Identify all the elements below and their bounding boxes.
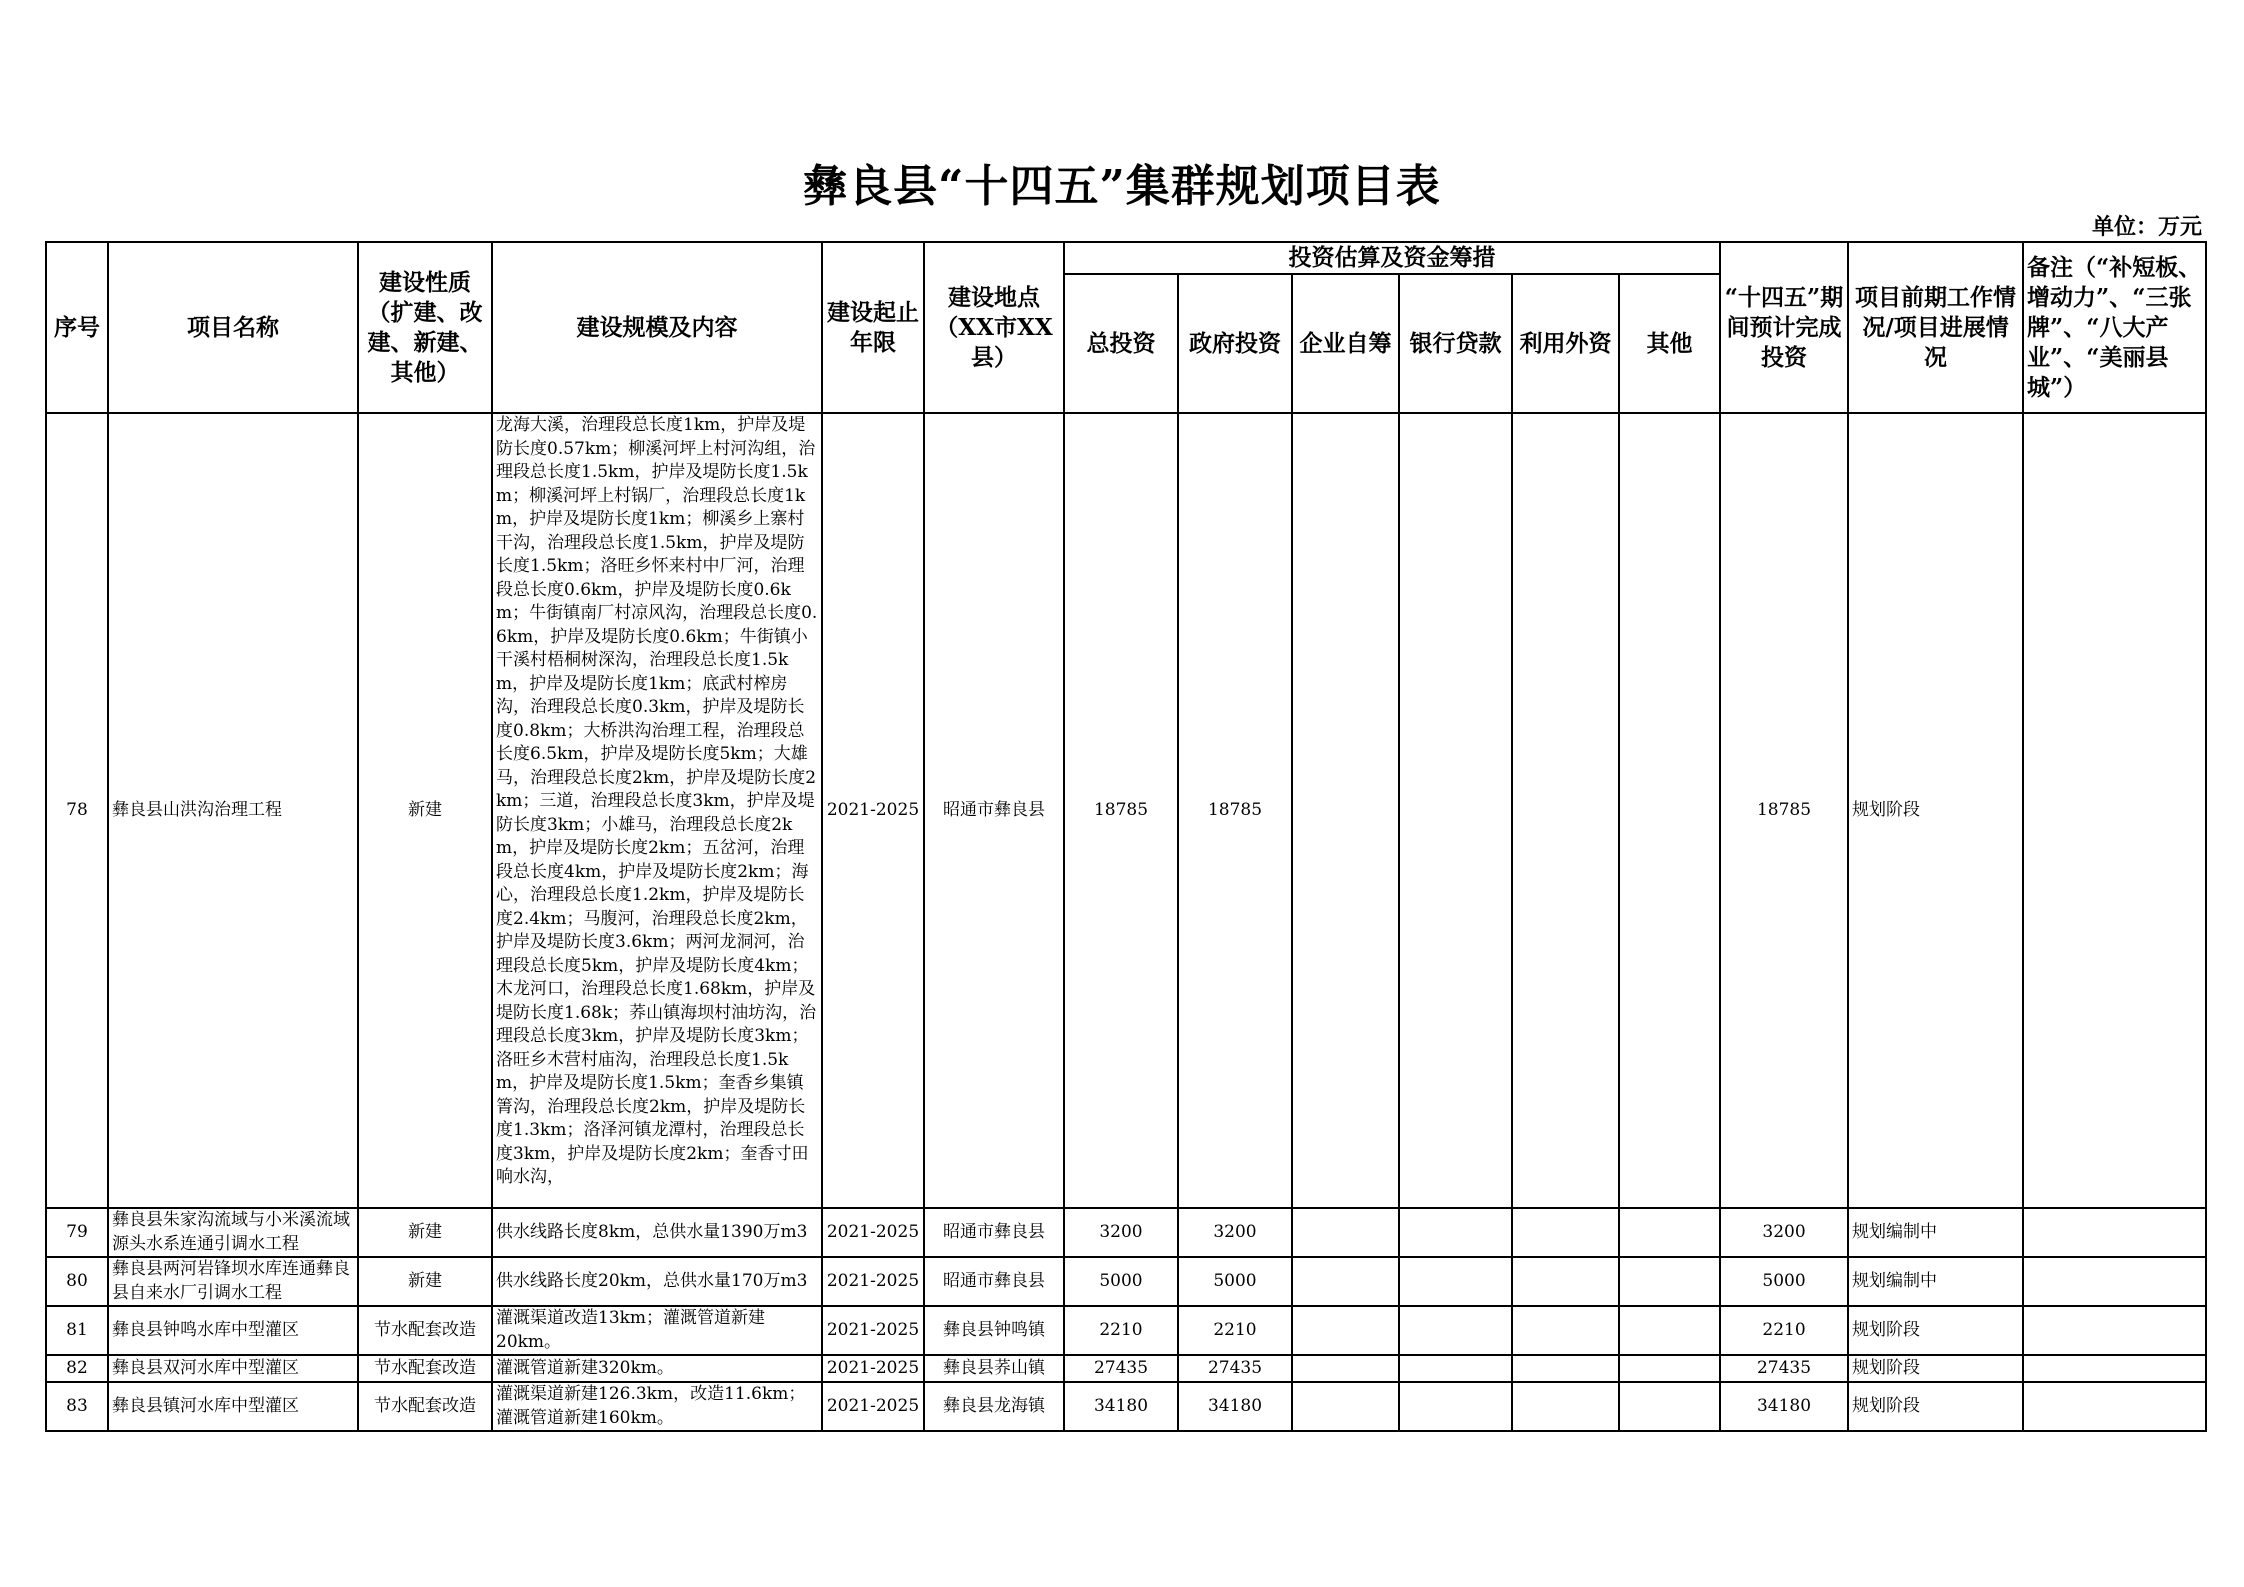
header-nature: 建设性质（扩建、改建、新建、其他）: [358, 242, 492, 413]
header-scope: 建设规模及内容: [492, 242, 822, 413]
header-progress: 项目前期工作情况/项目进展情况: [1848, 242, 2023, 413]
cell-gov: 34180: [1178, 1382, 1292, 1431]
cell-nature: 新建: [358, 413, 492, 1208]
table-row: [46, 1208, 2206, 1257]
cell-loan: [1399, 1257, 1512, 1306]
cell-scope: 龙海大溪，治理段总长度1km，护岸及堤防长度0.57km；柳溪河坪上村河沟组，治理段总长度1.5km，护岸及堤防长度1.5km；柳溪河坪上村锅厂，治理段总长度1km，护岸及堤防长度1km；柳溪乡上寨村干沟，治理段总长度1.5km，护岸及堤防长度1.5km；洛旺乡怀来村中厂河，治理段总长度0.6km，护岸及堤防长度0.6km；牛街镇南厂村凉风沟，治理段总长度0.6km，护岸及堤防长度0.6km；牛街镇小干溪村梧桐树深沟，治理段总长度1.5km，护岸及堤防长度1km；底武村榨房沟，治理段总长度0.3km，护岸及堤防长度0.8km；大桥洪沟治理工程，治理段总长度6.5km，护岸及堤防长度5km；大雄马，治理段总长度2km，护岸及堤防长度2km；三道，治理段总长度3km，护岸及堤防长度3km；小雄马，治理段总长度2km，护岸及堤防长度2km；五岔河，治理段总长度4km，护岸及堤防长度2km；海心，治理段总长度1.2km，护岸及堤防长度2.4km；马腹河，治理段总长度2km，护岸及堤防长度3.6km；两河龙洞河，治理段总长度5km，护岸及堤防长度4km；木龙河口，治理段总长度1.68km，护岸及堤防长度1.68k；荞山镇海坝村油坊沟，治理段总长度3km，护岸及堤防长度3km；洛旺乡木营村庙沟，治理段总长度1.5km，护岸及堤防长度1.5km；奎香乡集镇箐沟，治理段总长度2km，护岸及堤防长度1.3km；洛泽河镇龙潭村，治理段总长度3km，护岸及堤防长度2km；奎香寸田响水沟，: [492, 413, 822, 1208]
cell-self: [1292, 1382, 1399, 1431]
cell-name: 彝良县钟鸣水库中型灌区: [108, 1306, 358, 1355]
unit-label: 单位：万元: [2091, 214, 2202, 240]
cell-plan: 2210: [1720, 1306, 1848, 1355]
cell-nature: 新建: [358, 1257, 492, 1306]
cell-name: 彝良县双河水库中型灌区: [108, 1355, 358, 1382]
cell-total: 27435: [1064, 1355, 1178, 1382]
cell-scope: 供水线路长度20km，总供水量170万m3: [492, 1257, 822, 1306]
cell-seq: 79: [46, 1208, 108, 1257]
cell-gov: 27435: [1178, 1355, 1292, 1382]
cell-progress: 规划编制中: [1848, 1208, 2023, 1257]
cell-location: 彝良县钟鸣镇: [924, 1306, 1064, 1355]
cell-total: 5000: [1064, 1257, 1178, 1306]
header-loan: 银行贷款: [1399, 274, 1512, 413]
cell-progress: 规划编制中: [1848, 1257, 2023, 1306]
cell-total: 18785: [1064, 413, 1178, 1208]
cell-gov: 5000: [1178, 1257, 1292, 1306]
cell-gov: 2210: [1178, 1306, 1292, 1355]
cell-other: [1619, 1306, 1720, 1355]
cell-gov: 18785: [1178, 413, 1292, 1208]
cell-nature: 新建: [358, 1208, 492, 1257]
cell-foreign: [1512, 1382, 1619, 1431]
cell-other: [1619, 413, 1720, 1208]
cell-other: [1619, 1382, 1720, 1431]
cell-foreign: [1512, 1355, 1619, 1382]
cell-loan: [1399, 1208, 1512, 1257]
cell-location: 昭通市彝良县: [924, 1257, 1064, 1306]
table-row: [46, 1306, 2206, 1355]
cell-loan: [1399, 1355, 1512, 1382]
cell-nature: 节水配套改造: [358, 1306, 492, 1355]
cell-total: 2210: [1064, 1306, 1178, 1355]
cell-self: [1292, 1306, 1399, 1355]
cell-foreign: [1512, 1306, 1619, 1355]
cell-loan: [1399, 1306, 1512, 1355]
cell-seq: 81: [46, 1306, 108, 1355]
cell-location: 彝良县荞山镇: [924, 1355, 1064, 1382]
table-row: [46, 413, 2206, 1208]
cell-remark: [2023, 413, 2206, 1208]
header-seq: 序号: [46, 242, 108, 413]
cell-nature: 节水配套改造: [358, 1355, 492, 1382]
cell-self: [1292, 1355, 1399, 1382]
cell-plan: 34180: [1720, 1382, 1848, 1431]
cell-period: 2021-2025: [822, 1382, 924, 1431]
header-period: 建设起止年限: [822, 242, 924, 413]
cell-period: 2021-2025: [822, 1257, 924, 1306]
header-other: 其他: [1619, 274, 1720, 413]
cell-remark: [2023, 1208, 2206, 1257]
header-plan: “十四五”期间预计完成投资: [1720, 242, 1848, 413]
cell-progress: 规划阶段: [1848, 413, 2023, 1208]
table-row: [46, 1257, 2206, 1306]
cell-foreign: [1512, 1257, 1619, 1306]
cell-scope: 灌溉管道新建320km。: [492, 1355, 822, 1382]
cell-self: [1292, 1208, 1399, 1257]
header-location: 建设地点（XX市XX县）: [924, 242, 1064, 413]
cell-remark: [2023, 1257, 2206, 1306]
cell-seq: 80: [46, 1257, 108, 1306]
cell-other: [1619, 1257, 1720, 1306]
cell-other: [1619, 1355, 1720, 1382]
cell-remark: [2023, 1355, 2206, 1382]
cell-location: 昭通市彝良县: [924, 413, 1064, 1208]
header-investment-group: 投资估算及资金筹措: [1064, 242, 1720, 274]
cell-period: 2021-2025: [822, 1355, 924, 1382]
cell-gov: 3200: [1178, 1208, 1292, 1257]
cell-loan: [1399, 413, 1512, 1208]
cell-name: 彝良县两河岩锋坝水库连通彝良县自来水厂引调水工程: [108, 1257, 358, 1306]
project-table: [45, 241, 2207, 1432]
header-total: 总投资: [1064, 274, 1178, 413]
header-self: 企业自筹: [1292, 274, 1399, 413]
cell-period: 2021-2025: [822, 1208, 924, 1257]
cell-seq: 83: [46, 1382, 108, 1431]
cell-scope: 供水线路长度8km，总供水量1390万m3: [492, 1208, 822, 1257]
cell-progress: 规划阶段: [1848, 1355, 2023, 1382]
cell-progress: 规划阶段: [1848, 1306, 2023, 1355]
cell-plan: 3200: [1720, 1208, 1848, 1257]
page-title: 彝良县“十四五”集群规划项目表: [803, 161, 1441, 212]
cell-other: [1619, 1208, 1720, 1257]
cell-plan: 18785: [1720, 413, 1848, 1208]
header-remark: 备注（“补短板、增动力”、“三张牌”、“八大产业”、“美丽县城”）: [2023, 242, 2206, 413]
cell-self: [1292, 1257, 1399, 1306]
cell-scope: 灌溉渠道改造13km；灌溉管道新建20km。: [492, 1306, 822, 1355]
cell-name: 彝良县山洪沟治理工程: [108, 413, 358, 1208]
cell-plan: 27435: [1720, 1355, 1848, 1382]
cell-seq: 82: [46, 1355, 108, 1382]
cell-nature: 节水配套改造: [358, 1382, 492, 1431]
cell-location: 彝良县龙海镇: [924, 1382, 1064, 1431]
cell-progress: 规划阶段: [1848, 1382, 2023, 1431]
cell-name: 彝良县朱家沟流域与小米溪流域源头水系连通引调水工程: [108, 1208, 358, 1257]
table-row: [46, 1382, 2206, 1431]
header-foreign: 利用外资: [1512, 274, 1619, 413]
cell-period: 2021-2025: [822, 413, 924, 1208]
cell-name: 彝良县镇河水库中型灌区: [108, 1382, 358, 1431]
cell-remark: [2023, 1306, 2206, 1355]
cell-remark: [2023, 1382, 2206, 1431]
cell-self: [1292, 413, 1399, 1208]
table-row: [46, 1355, 2206, 1382]
cell-total: 3200: [1064, 1208, 1178, 1257]
cell-plan: 5000: [1720, 1257, 1848, 1306]
cell-foreign: [1512, 1208, 1619, 1257]
cell-period: 2021-2025: [822, 1306, 924, 1355]
cell-foreign: [1512, 413, 1619, 1208]
header-name: 项目名称: [108, 242, 358, 413]
cell-total: 34180: [1064, 1382, 1178, 1431]
header-gov: 政府投资: [1178, 274, 1292, 413]
cell-loan: [1399, 1382, 1512, 1431]
cell-seq: 78: [46, 413, 108, 1208]
cell-location: 昭通市彝良县: [924, 1208, 1064, 1257]
cell-scope: 灌溉渠道新建126.3km，改造11.6km；灌溉管道新建160km。: [492, 1382, 822, 1431]
